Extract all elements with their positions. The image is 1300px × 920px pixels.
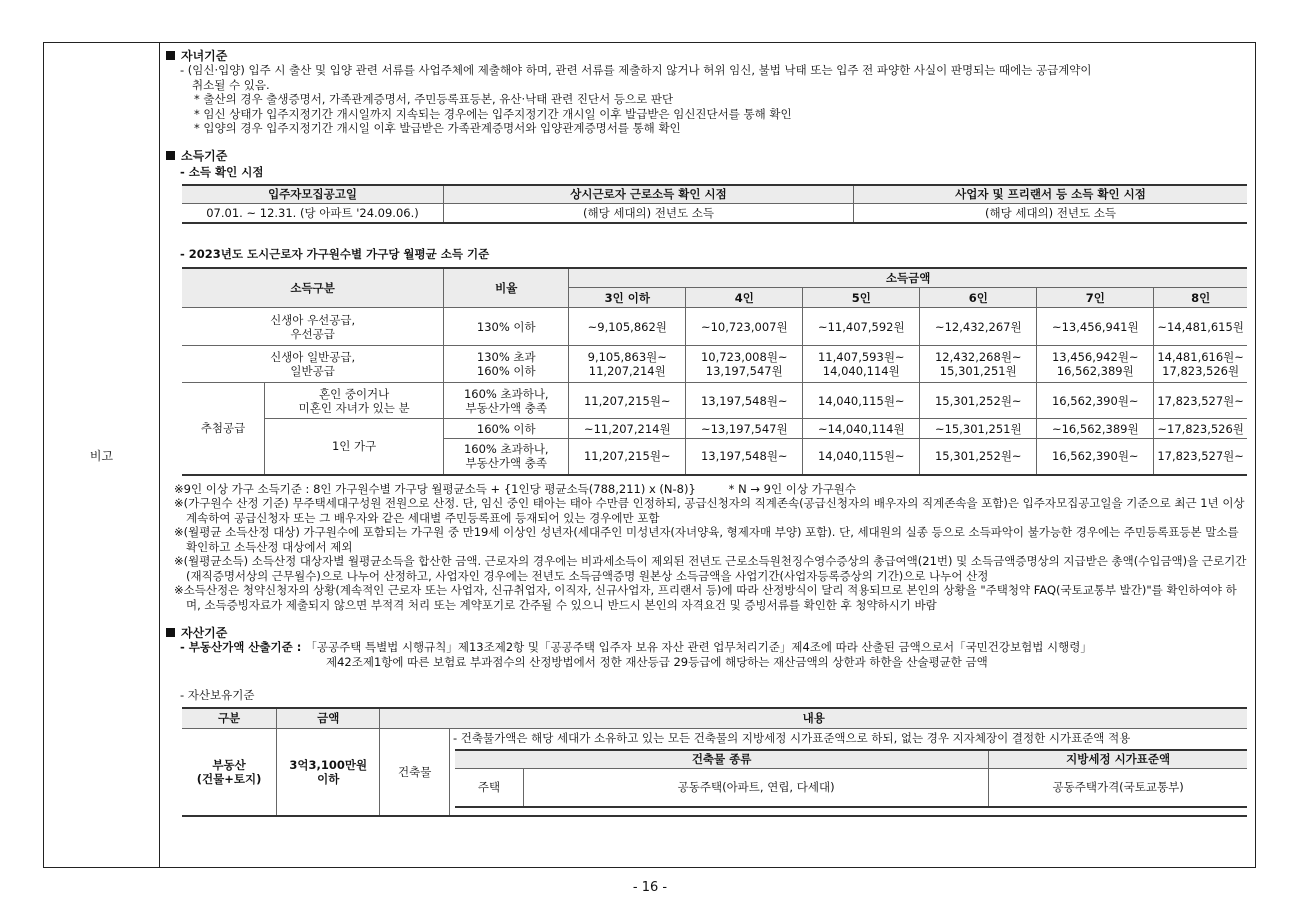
table-cell: 주택	[455, 769, 524, 807]
table-cell: ~11,207,214원	[569, 419, 686, 439]
child-criteria-heading: 자녀기준	[166, 47, 1249, 63]
table-header: 소득구분	[182, 268, 444, 308]
square-bullet-icon	[166, 151, 175, 160]
table-cell: ~14,481,615원	[1154, 308, 1247, 346]
table-cell: 07.01. ~ 12.31. (당 아파트 '24.09.06.)	[182, 204, 444, 223]
table-cell: ~13,197,547원	[686, 419, 803, 439]
table-cell: 14,481,616원~ 17,823,526원	[1154, 346, 1247, 383]
child-bullet-3: * 입양의 경우 입주지정기간 개시일 이후 발급받은 가족관계증명서와 입양관계증명서를 통해 확인	[194, 121, 681, 135]
child-bullet-2: * 임신 상태가 입주지정기간 개시일까지 지속되는 경우에는 입주지정기간 개시일 이후 발급받은 임신진단서를 통해 확인	[194, 106, 792, 121]
income-check-table	[182, 184, 1247, 224]
asset-calc-standard	[166, 640, 1249, 655]
table-cell: 14,040,115원~	[803, 383, 920, 419]
table-cell: 15,301,252원~	[920, 439, 1037, 475]
income-standard-table	[182, 267, 1247, 476]
table-cell: 3억3,100만원 이하	[277, 728, 380, 816]
table-header: 6인	[920, 288, 1037, 308]
building-type-table	[455, 749, 1247, 808]
table-cell: 13,456,942원~ 16,562,389원	[1037, 346, 1154, 383]
table-cell: ~17,823,526원	[1154, 419, 1247, 439]
table-header: 지방세정 시가표준액	[989, 750, 1247, 769]
income-note-3: ※(월평균 소득산정 대상) 가구원수에 포함되는 가구원 중 만19세 이상인 성년자(세대주인 미성년자(자녀양육, 형제자매 부양) 포함). 단, 세대원의 실종 등으로 소득파악이 불가능한 경우에는 주민등록표등본 말소를 확인하고 소득산정 대상에서 제외	[174, 525, 1239, 554]
table-cell: 혼인 중이거나 미혼인 자녀가 있는 분	[265, 383, 444, 419]
table-header: 구분	[182, 708, 277, 728]
income-note-5: ※소득산정은 청약신청자의 상황(계속적인 근로자 또는 사업자, 신규취업자, 이직자, 신규사업자, 프리랜서 등)에 따라 산정방식이 달리 적용되므로 본인의 상황을 "주택청약 FAQ(국토교통부 발간)"를 확인하여야 하며, 소득증빙자료가 제출되지 않으면 부적격 처리 또는 계약포기로 간주될 수 있으니 반드시 본인의 자격요건 및 증빙서류를 확인한 후 청약하시기 바람	[174, 583, 1237, 612]
table-row	[182, 308, 1247, 346]
table-header: 8인	[1154, 288, 1247, 308]
table-cell: (해당 세대의) 전년도 소득	[854, 204, 1248, 223]
table-cell: 160% 이하	[444, 419, 569, 439]
table-header: 금액	[277, 708, 380, 728]
table-cell: 160% 초과하나, 부동산가액 충족	[444, 439, 569, 475]
table-cell: ~16,562,389원	[1037, 419, 1154, 439]
income-check-time-heading: - 소득 확인 시점	[180, 164, 264, 179]
table-cell: 부동산 (건물+토지)	[182, 728, 277, 816]
income-note-2: ※(가구원수 산정 기준) 무주택세대구성원 전원으로 산정. 단, 임신 중인 태아는 태아 수만큼 인정하되, 공급신청자의 직계존속(공급신청자의 배우자의 직계존속을 포함)은 입주자모집공고일을 기준으로 최근 1년 이상 계속하여 공급신청자 또는 그 배우자와 같은 세대별 주민등록표에 등재되어 있는 경우에만 포함	[174, 496, 1245, 525]
building-value-desc: - 건축물가액은 해당 세대가 소유하고 있는 모든 건축물의 지방세정 시가표준액으로 하되, 없는 경우 지자체장이 결정한 시가표준액 적용	[453, 730, 1131, 745]
child-line-1b: 취소될 수 있음.	[192, 77, 270, 92]
table-cell: 1인 가구	[265, 419, 444, 475]
table-cell: 12,432,268원~ 15,301,251원	[920, 346, 1037, 383]
table-cell: ~13,456,941원	[1037, 308, 1154, 346]
table-cell: 160% 초과하나, 부동산가액 충족	[444, 383, 569, 419]
table-cell: (해당 세대의) 전년도 소득	[444, 204, 854, 223]
table-cell: 신생아 일반공급, 일반공급	[182, 346, 444, 383]
table-header: 3인 이하	[569, 288, 686, 308]
page-frame	[43, 42, 1256, 868]
table-cell: 건축물	[380, 728, 450, 816]
table-cell: 공동주택가격(국토교통부)	[989, 769, 1247, 807]
table-cell: ~12,432,267원	[920, 308, 1037, 346]
table-header: 입주자모집공고일	[182, 185, 444, 204]
table-cell: 13,197,548원~	[686, 383, 803, 419]
table-header: 비율	[444, 268, 569, 308]
income-criteria-heading: 소득기준	[166, 148, 1249, 164]
income-note-4: ※(월평균소득) 소득산정 대상자별 월평균소득을 합산한 금액. 근로자의 경우에는 비과세소득이 제외된 전년도 근로소득원천징수영수증상의 총급여액(21번) 및 소득금액증명상의 지급받은 총액(수입금액)을 근로기간(재직증명서상의 근무월수)으로 나누어 산정하고, 사업자인 경우에는 전년도 소득금액증명 원본상 소득금액을 사업기간(사업자등록증상의 기간)으로 나누어 산정	[174, 554, 1247, 583]
table-header: 4인	[686, 288, 803, 308]
table-cell: 추첨공급	[182, 383, 265, 475]
table-cell: 11,207,215원~	[569, 439, 686, 475]
asset-calc-label: - 부동산가액 산출기준 :	[180, 640, 302, 654]
table-row	[182, 419, 1247, 439]
income-note-1: ※9인 이상 가구 소득기준 : 8인 가구원수별 가구당 월평균소득 + {1인당 평균소득(788,211) x (N-8)} * N → 9인 이상 가구원수	[174, 481, 857, 496]
income-standard-heading: - 2023년도 도시근로자 가구원수별 가구당 월평균 소득 기준	[180, 246, 490, 261]
remarks-label: 비고	[44, 43, 160, 867]
table-cell: 신생아 우선공급, 우선공급	[182, 308, 444, 346]
asset-calc-text-1: 「공공주택 특별법 시행규칙」제13조제2항 및「공공주택 입주자 보유 자산 관련 업무처리기준」제4조에 따라 산출된 금액으로서「국민건강보험법 시행령」	[305, 640, 1092, 654]
table-cell: 10,723,008원~ 13,197,547원	[686, 346, 803, 383]
table-cell: 14,040,115원~	[803, 439, 920, 475]
table-cell: 130% 이하	[444, 308, 569, 346]
table-header: 소득금액	[569, 268, 1247, 288]
table-cell: 공동주택(아파트, 연립, 다세대)	[524, 769, 989, 807]
square-bullet-icon	[166, 51, 175, 60]
table-cell: ~10,723,007원	[686, 308, 803, 346]
table-header: 5인	[803, 288, 920, 308]
table-cell: 17,823,527원~	[1154, 439, 1247, 475]
asset-holding-heading: - 자산보유기준	[180, 688, 255, 702]
table-cell: ~14,040,114원	[803, 419, 920, 439]
table-cell: 15,301,252원~	[920, 383, 1037, 419]
child-bullet-1: * 출산의 경우 출생증명서, 가족관계증명서, 주민등록표등본, 유산·낙태 관련 진단서 등으로 판단	[194, 92, 674, 106]
table-header: 사업자 및 프리랜서 등 소득 확인 시점	[854, 185, 1248, 204]
table-cell: 16,562,390원~	[1037, 439, 1154, 475]
table-cell: ~15,301,251원	[920, 419, 1037, 439]
table-cell	[450, 728, 1248, 816]
square-bullet-icon	[166, 628, 175, 637]
table-cell: 11,407,593원~ 14,040,114원	[803, 346, 920, 383]
table-cell: 17,823,527원~	[1154, 383, 1247, 419]
asset-calc-text-2: 제42조제1항에 따른 보험료 부과점수의 산정방법에서 정한 재산등급 29등급에 해당하는 재산금액의 상한과 하한을 산술평균한 금액	[326, 654, 988, 669]
asset-criteria-heading: 자산기준	[166, 624, 1249, 640]
remarks-content	[166, 47, 1249, 817]
table-cell: ~9,105,862원	[569, 308, 686, 346]
table-row	[182, 383, 1247, 419]
table-header: 7인	[1037, 288, 1154, 308]
page-number: - 16 -	[632, 880, 668, 895]
table-cell: 130% 초과 160% 이하	[444, 346, 569, 383]
table-row	[182, 728, 1247, 816]
table-cell: 13,197,548원~	[686, 439, 803, 475]
table-header: 내용	[380, 708, 1247, 728]
asset-holding-table	[182, 707, 1247, 817]
table-cell: ~11,407,592원	[803, 308, 920, 346]
table-cell: 11,207,215원~	[569, 383, 686, 419]
table-cell: 9,105,863원~ 11,207,214원	[569, 346, 686, 383]
table-row	[182, 346, 1247, 383]
table-header: 건축물 종류	[455, 750, 989, 769]
table-header: 상시근로자 근로소득 확인 시점	[444, 185, 854, 204]
table-cell: 16,562,390원~	[1037, 383, 1154, 419]
child-line-1a: - (임신·입양) 입주 시 출산 및 입양 관련 서류를 사업주체에 제출해야 하며, 관련 서류를 제출하지 않거나 허위 임신, 불법 낙태 또는 입주 전 파양한 사실이 판명되는 때에는 공급계약이	[180, 63, 1092, 77]
